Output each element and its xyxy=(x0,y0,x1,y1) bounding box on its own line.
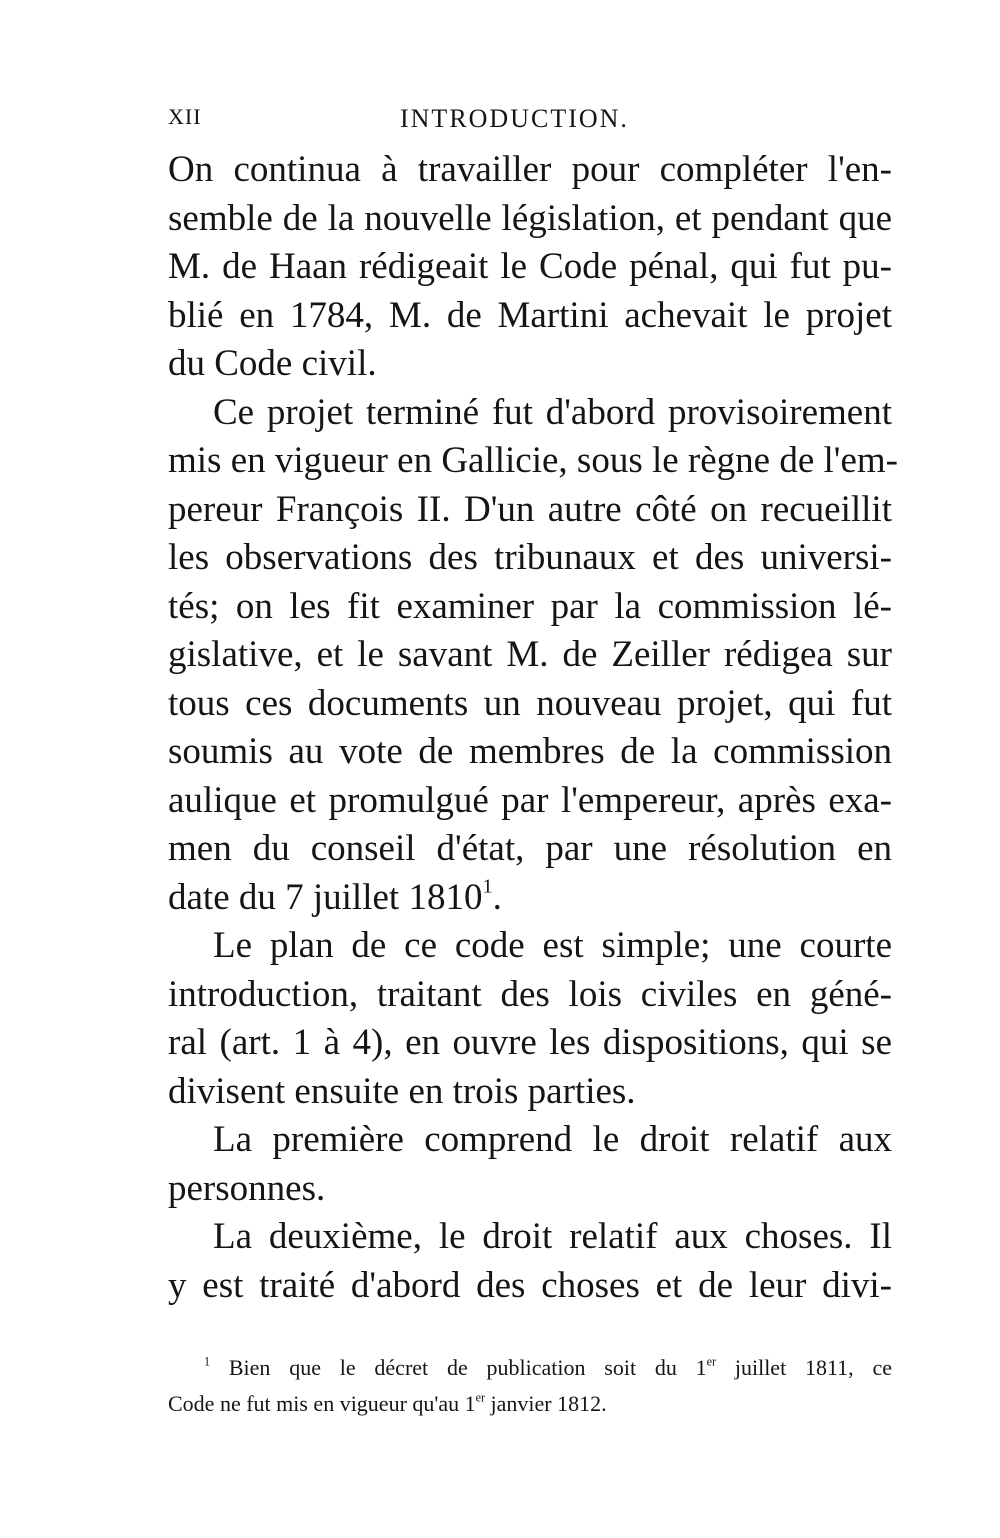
footnote-reference[interactable]: 1 xyxy=(482,875,493,898)
text-line: La première comprend le droit relatif aux xyxy=(213,1119,892,1160)
footnote-text: janvier 1812. xyxy=(485,1391,607,1416)
text-line: divisent ensuite en trois parties. xyxy=(168,1070,636,1112)
text-line-content: date du 7 juillet 1810 xyxy=(168,876,483,918)
text-line: Ce projet terminé fut d'abord provisoirement xyxy=(213,391,892,433)
text-line: On continua à travailler pour compléter l'en- xyxy=(168,149,892,190)
running-header xyxy=(168,104,892,138)
running-title: INTRODUCTION. xyxy=(400,104,629,133)
text-line: personnes. xyxy=(168,1167,326,1209)
text-line: aulique et promulgué par l'empereur, après exa- xyxy=(168,779,892,821)
body-text xyxy=(168,146,898,1310)
text-line: tés; on les fit examiner par la commission lé- xyxy=(168,585,892,627)
text-line: Le plan de ce code est simple; une courte xyxy=(213,925,892,966)
footnote-line xyxy=(168,1350,892,1386)
text-line: La deuxième, le droit relatif aux choses. Il xyxy=(213,1216,892,1257)
footnote-text: Code ne fut mis en vigueur qu'au 1 xyxy=(168,1391,476,1416)
text-line: du Code civil. xyxy=(168,343,377,384)
text-line: soumis au vote de membres de la commission xyxy=(168,731,892,772)
text-line: semble de la nouvelle législation, et pendant que xyxy=(168,197,892,239)
footnote xyxy=(168,1350,892,1422)
text-line: M. de Haan rédigeait le Code pénal, qui fut pu- xyxy=(168,246,892,287)
footnote-superscript: er xyxy=(475,1390,486,1405)
text-line: y est traité d'abord des choses et de leur divi- xyxy=(168,1264,892,1306)
text-line: tous ces documents un nouveau projet, qui fut xyxy=(168,682,892,724)
text-line: les observations des tribunaux et des universi- xyxy=(168,537,892,578)
text-line: blié en 1784, M. de Martini achevait le projet xyxy=(168,294,892,336)
footnote-line xyxy=(168,1386,892,1422)
footnote-text: juillet 1811, ce xyxy=(716,1355,892,1380)
text-line: men du conseil d'état, par une résolution en xyxy=(168,828,892,869)
text-line: mis en vigueur en Gallicie, sous le règne de l'em- xyxy=(168,440,898,481)
text-line: pereur François II. D'un autre côté on recueillit xyxy=(168,488,892,530)
footnote-reference-suffix: . xyxy=(492,876,502,918)
text-line: ral (art. 1 à 4), en ouvre les dispositions, qui se xyxy=(168,1022,892,1063)
text-line xyxy=(168,874,892,923)
footnote-text: Bien que le décret de publication soit du 1 xyxy=(228,1355,707,1380)
text-line: gislative, et le savant M. de Zeiller rédigea sur xyxy=(168,634,892,675)
footnote-marker: 1 xyxy=(204,1354,211,1369)
text-line: introduction, traitant des lois civiles en géné- xyxy=(168,973,892,1015)
page-number: XII xyxy=(168,104,202,129)
footnote-superscript: er xyxy=(706,1354,717,1369)
